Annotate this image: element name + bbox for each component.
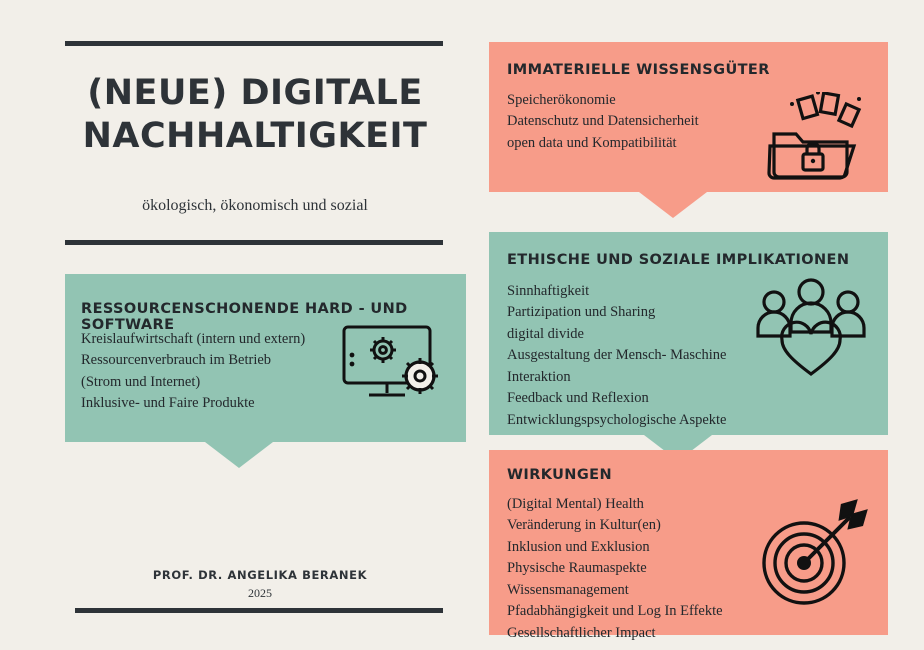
card-line: Gesellschaftlicher Impact	[507, 624, 656, 641]
card-line: Kreislaufwirtschaft (intern und extern)	[81, 331, 306, 347]
card-body	[489, 42, 888, 192]
card-heading: RESSOURCENSCHONENDE HARD - UND SOFTWARE	[81, 301, 408, 333]
title-bottom-divider	[65, 240, 443, 245]
card-line: Inklusive- und Faire Produkte	[81, 395, 255, 412]
card-ethische-und-soziale-implikationen[interactable]	[489, 232, 888, 435]
people-heart-icon	[752, 274, 870, 389]
card-line: Physische Raumaspekte	[507, 560, 647, 577]
card-line: Veränderung in Kultur(en)	[507, 517, 661, 534]
card-pointer	[205, 442, 273, 468]
card-line: Feedback und Reflexion	[507, 390, 649, 407]
footer-divider	[75, 608, 443, 613]
card-body	[489, 232, 888, 435]
card-text	[507, 90, 767, 154]
page-title	[64, 72, 446, 157]
card-heading: IMMATERIELLE WISSENSGÜTER	[507, 62, 770, 78]
card-line: Speicherökonomie	[507, 92, 616, 108]
page-subtitle: ökologisch, ökonomisch und sozial	[142, 197, 368, 214]
card-line: digital divide	[507, 325, 584, 342]
card-line: (Strom und Internet)	[81, 373, 201, 390]
card-immaterielle-wissensgueter[interactable]	[489, 42, 888, 192]
card-line: Interaktion	[507, 368, 571, 385]
card-line: Inklusion und Exklusion	[507, 538, 650, 555]
card-line: Ausgestaltung der Mensch- Maschine	[507, 347, 727, 364]
card-heading: WIRKUNGEN	[507, 467, 612, 483]
target-dart-icon	[752, 495, 870, 620]
card-wirkungen[interactable]	[489, 450, 888, 641]
card-line: Wissensmanagement	[507, 581, 629, 598]
card-line: Ressourcenverbrauch im Betrieb	[81, 352, 272, 369]
card-body	[489, 450, 888, 641]
card-line: Pfadabhängigkeit und Log In Effekte	[507, 603, 723, 620]
card-ressourcenschonende-hard-und-software[interactable]	[65, 274, 466, 442]
card-line: Sinnhaftigkeit	[507, 283, 590, 299]
card-body	[65, 274, 466, 442]
monitor-gears-icon	[336, 319, 456, 414]
folder-lock-icon	[756, 92, 866, 187]
card-text	[507, 494, 782, 644]
page-title-line-2: NACHHALTIGKEIT	[82, 115, 428, 156]
page-title-line-1: (NEUE) DIGITALE	[87, 73, 423, 113]
card-text	[81, 329, 361, 415]
card-line: Partizipation und Sharing	[507, 304, 656, 321]
year-label: 2025	[248, 586, 272, 600]
card-line: (Digital Mental) Health	[507, 496, 644, 512]
author-credit: PROF. DR. ANGELIKA BERANEK	[152, 568, 368, 582]
card-line: open data und Kompatibilität	[507, 134, 677, 151]
card-heading: ETHISCHE UND SOZIALE IMPLIKATIONEN	[507, 252, 850, 268]
card-line: Datenschutz und Datensicherheit	[507, 113, 699, 130]
card-pointer	[639, 192, 707, 218]
title-top-divider	[65, 41, 443, 46]
card-text	[507, 281, 782, 431]
card-line: Entwicklungspsychologische Aspekte	[507, 411, 727, 428]
